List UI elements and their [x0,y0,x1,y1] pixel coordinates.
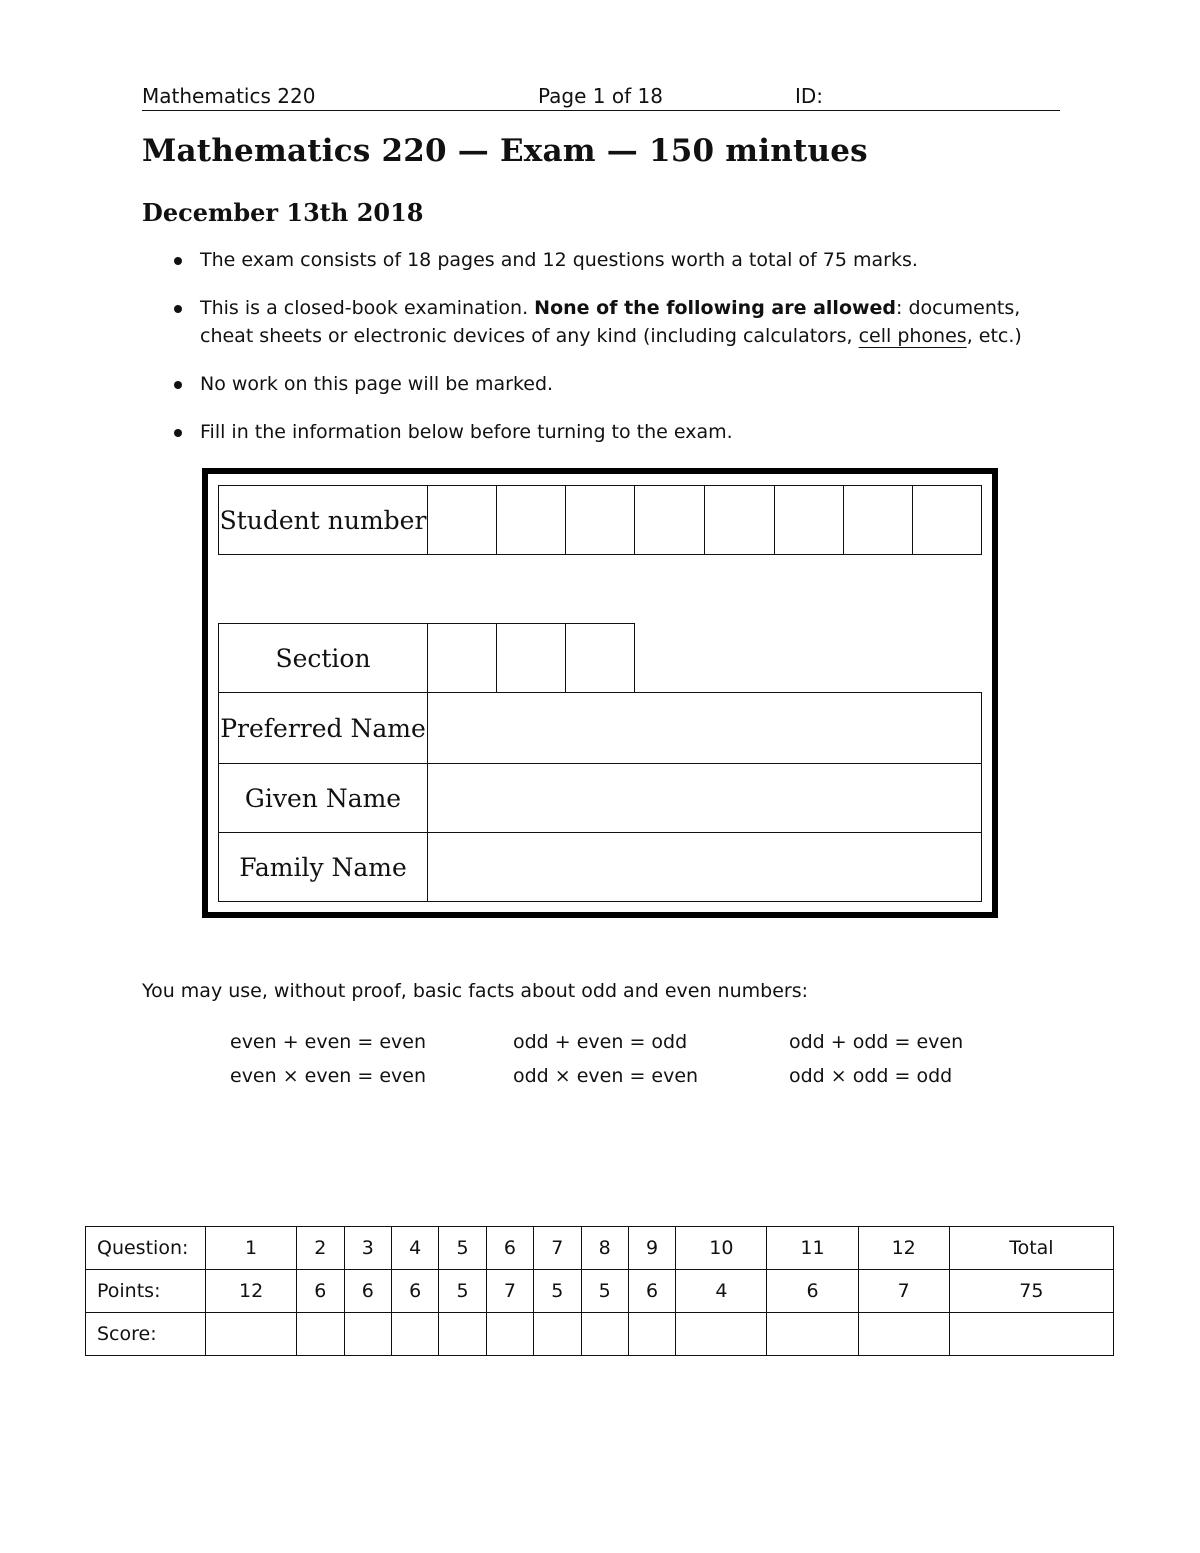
facts-intro: You may use, without proof, basic facts about odd and even numbers: [142,980,808,1002]
points-value: 7 [858,1270,949,1313]
points-value: 7 [486,1270,533,1313]
student-number-digit-box[interactable] [704,485,775,555]
points-value: 6 [628,1270,675,1313]
points-row-label: Points: [86,1270,206,1313]
header-id-label: ID: [795,84,824,108]
score-cell[interactable] [297,1313,344,1356]
fact-odd-plus-odd: odd + odd = even [789,1031,964,1053]
instruction-item: No work on this page will be marked. [174,370,1074,398]
points-value: 5 [439,1270,486,1313]
section-digit-box[interactable] [496,623,566,693]
points-value: 12 [206,1270,297,1313]
score-cell[interactable] [344,1313,391,1356]
student-number-digit-box[interactable] [634,485,705,555]
question-number: 4 [391,1227,438,1270]
student-number-digit-box[interactable] [565,485,635,555]
points-row [86,1270,1114,1313]
section-digit-box[interactable] [565,623,635,693]
score-cell[interactable] [676,1313,767,1356]
question-number: 9 [628,1227,675,1270]
question-number: 1 [206,1227,297,1270]
question-number: 8 [581,1227,628,1270]
given-name-field[interactable] [427,763,982,833]
question-number: 12 [858,1227,949,1270]
fact-odd-times-even: odd × even = even [513,1065,699,1087]
bullet-icon [174,381,182,389]
instructions-list [174,246,1074,466]
instruction-item: Fill in the information below before turning to the exam. [174,418,1074,446]
header-rule [142,110,1060,111]
family-name-label: Family Name [218,832,428,902]
points-total: 75 [949,1270,1113,1313]
question-total-header: Total [949,1227,1113,1270]
points-value: 6 [391,1270,438,1313]
preferred-name-label: Preferred Name [218,692,428,764]
student-number-digit-box[interactable] [912,485,982,555]
question-number: 2 [297,1227,344,1270]
score-cell[interactable] [439,1313,486,1356]
section-label: Section [218,623,428,693]
points-value: 6 [767,1270,858,1313]
question-number: 6 [486,1227,533,1270]
score-cell[interactable] [858,1313,949,1356]
student-number-digit-box[interactable] [843,485,913,555]
points-value: 5 [534,1270,581,1313]
student-number-label: Student number [218,485,428,555]
exam-date: December 13th 2018 [142,198,424,227]
question-row-label: Question: [86,1227,206,1270]
score-cell[interactable] [206,1313,297,1356]
bullet-icon [174,257,182,265]
score-cell[interactable] [628,1313,675,1356]
bullet-icon [174,429,182,437]
header-course: Mathematics 220 [142,84,316,108]
question-number: 10 [676,1227,767,1270]
score-cell[interactable] [534,1313,581,1356]
question-number: 11 [767,1227,858,1270]
score-total-cell[interactable] [949,1313,1113,1356]
score-cell[interactable] [581,1313,628,1356]
given-name-label: Given Name [218,763,428,833]
points-value: 6 [344,1270,391,1313]
instruction-item: The exam consists of 18 pages and 12 questions worth a total of 75 marks. [174,246,1074,274]
score-table [85,1226,1114,1356]
question-number: 7 [534,1227,581,1270]
fact-odd-plus-even: odd + even = odd [513,1031,688,1053]
fact-even-times-even: even × even = even [230,1065,426,1087]
student-info-frame [202,468,998,918]
points-value: 5 [581,1270,628,1313]
header-page-number: Page 1 of 18 [538,84,663,108]
instruction-item: This is a closed-book examination. None of the following are allowed: documents, cheat sheets or electronic devices of any kind (including calculators, cell phones, etc.) [174,294,1074,350]
fact-odd-times-odd: odd × odd = odd [789,1065,953,1087]
exam-title: Mathematics 220 — Exam — 150 mintues [142,133,868,169]
student-number-digit-box[interactable] [427,485,497,555]
question-number: 3 [344,1227,391,1270]
family-name-field[interactable] [427,832,982,902]
score-row-label: Score: [86,1313,206,1356]
fact-even-plus-even: even + even = even [230,1031,426,1053]
student-number-digit-box[interactable] [774,485,844,555]
student-number-digit-box[interactable] [496,485,566,555]
score-cell[interactable] [391,1313,438,1356]
score-cell[interactable] [486,1313,533,1356]
score-cell[interactable] [767,1313,858,1356]
bullet-icon [174,305,182,313]
score-row [86,1313,1114,1356]
section-digit-box[interactable] [427,623,497,693]
question-number: 5 [439,1227,486,1270]
points-value: 4 [676,1270,767,1313]
points-value: 6 [297,1270,344,1313]
preferred-name-field[interactable] [427,692,982,764]
question-row [86,1227,1114,1270]
